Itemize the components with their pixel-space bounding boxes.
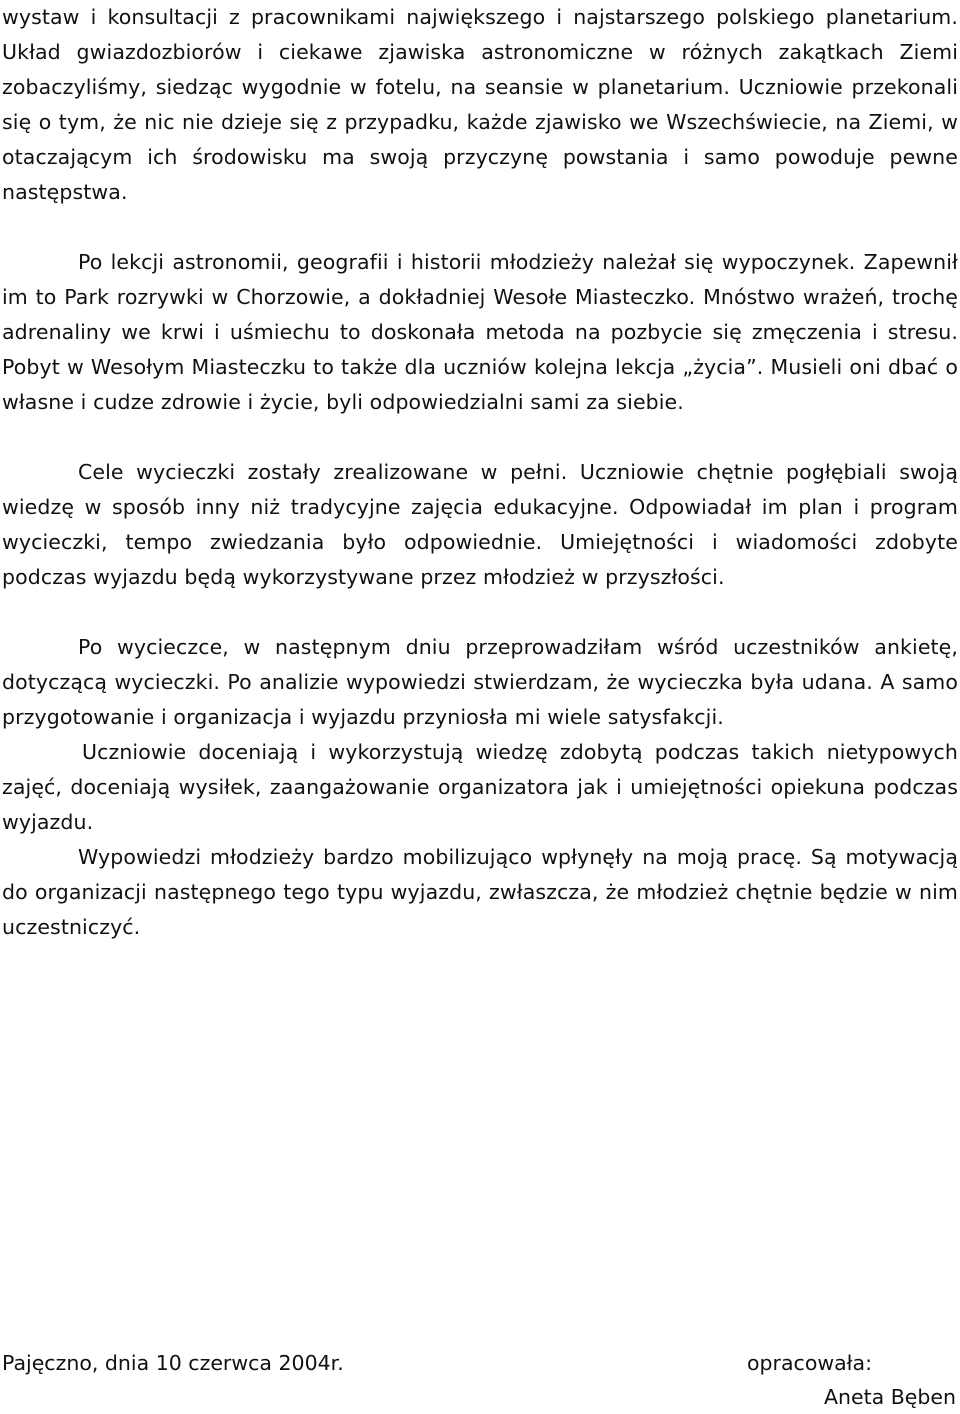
- author-name: Aneta Bęben: [823, 1385, 956, 1409]
- paragraph-planetarium: wystaw i konsultacji z pracownikami największego i najstarszego polskiego planetarium. Układ gwiazdozbiorów i ciekawe zjawiska astronomiczne w różnych zakątkach Ziemi zobaczyliśmy, siedząc wygodnie w fotelu, na seansie w planetarium. Uczniowie przekonali się o tym, że nic nie dzieje się z przypadku, każde zjawisko we Wszechświecie, na Ziemi, w otaczającym ich środowisku ma swoją przyczynę powstania i samo powoduje pewne następstwa.: [2, 5, 958, 204]
- paragraph-goals: Cele wycieczki zostały zrealizowane w pełni. Uczniowie chętnie pogłębiali swoją wiedzę w sposób inny niż tradycyjne zajęcia edukacyjne. Odpowiadał im plan i program wycieczki, tempo zwiedzania było odpowiednie. Umiejętności i wiadomości zdobyte podczas wyjazdu będą wykorzystywane przez młodzież w przyszłości.: [2, 460, 958, 589]
- paragraph-gap: [2, 210, 958, 245]
- prepared-by-label: opracowała:: [747, 1351, 872, 1375]
- paragraph-amusement-park: Po lekcji astronomii, geografii i historii młodzieży należał się wypoczynek. Zapewnił im to Park rozrywki w Chorzowie, a dokładniej Wesołe Miasteczko. Mnóstwo wrażeń, trochę adrenaliny we krwi i uśmiechu to doskonała metoda na pozbycie się zmęczenia i stresu. Pobyt w Wesołym Miasteczku to także dla uczniów kolejna lekcja „życia”. Musieli oni dbać o własne i cudze zdrowie i życie, byli odpowiedzialni sami za siebie.: [2, 250, 958, 414]
- paragraph-students-appreciate: Uczniowie doceniają i wykorzystują wiedzę zdobytą podczas takich nietypowych zajęć, doceniają wysiłek, zaangażowanie organizatora jak i umiejętności opiekuna podczas wyjazdu.: [2, 740, 958, 834]
- paragraph-motivation: Wypowiedzi młodzieży bardzo mobilizująco wpłynęły na moją pracę. Są motywacją do organizacji następnego tego typu wyjazdu, zwłaszcza, że młodzież chętnie będzie w nim uczestniczyć.: [2, 845, 958, 939]
- paragraph-survey: Po wycieczce, w następnym dniu przeprowadziłam wśród uczestników ankietę, dotyczącą wycieczki. Po analizie wypowiedzi stwierdzam, że wycieczka była udana. A samo przygotowanie i organizacja i wyjazdu przyniosła mi wiele satysfakcji.: [2, 635, 958, 729]
- paragraph-gap: [2, 420, 958, 455]
- place-date: Pajęczno, dnia 10 czerwca 2004r.: [2, 1351, 344, 1375]
- paragraph-gap: [2, 595, 958, 630]
